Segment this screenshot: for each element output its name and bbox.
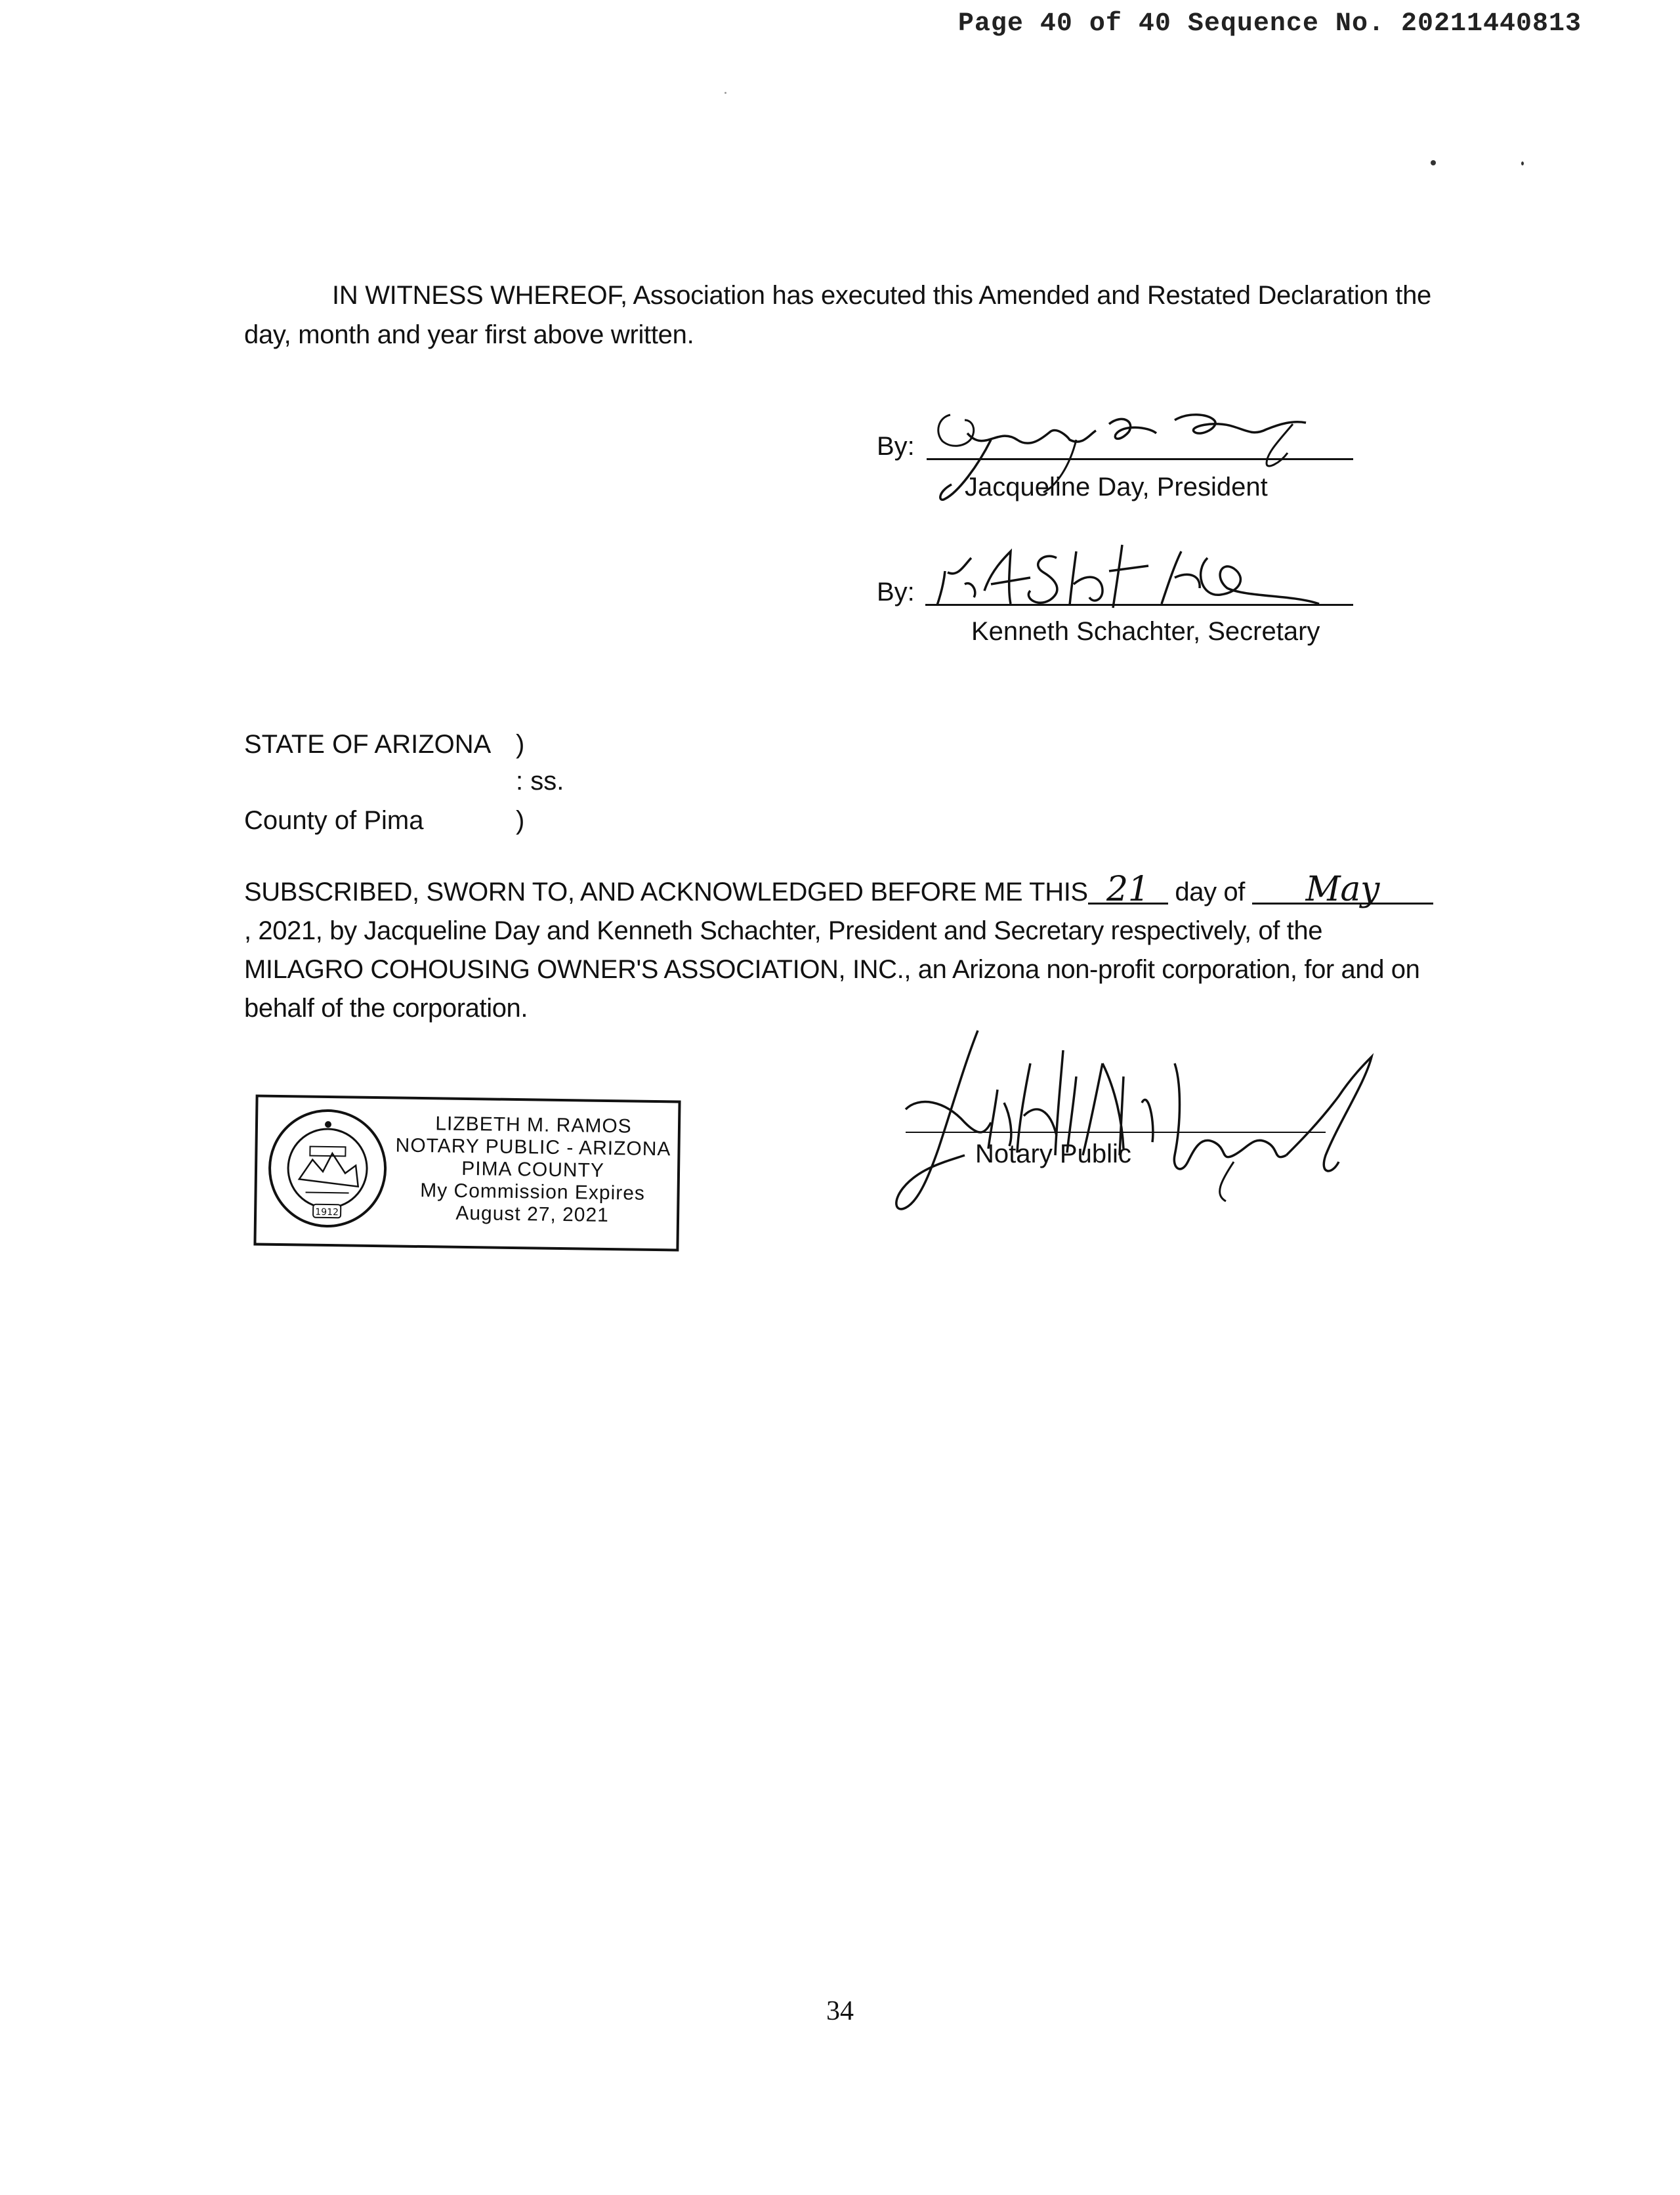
stamp-text [394,1112,671,1227]
stamp-line-commission: My Commission Expires [420,1180,646,1204]
page-number: 34 [826,1996,854,2026]
notary-stamp [253,1094,681,1251]
signature-kenneth-schachter [925,532,1345,617]
signature-block-secretary [873,565,1358,663]
by-label: By: [877,578,915,607]
stamp-line-county: PIMA COUNTY [461,1157,605,1182]
scan-speck [724,92,726,94]
stamp-line-title: NOTARY PUBLIC - ARIZONA [395,1134,671,1161]
signature-block-president [873,420,1358,512]
scan-speck [1431,160,1436,165]
ack-day-of: day of [1175,878,1245,906]
signer-name: Kenneth Schachter, Secretary [971,617,1320,646]
stamp-line-expiry: August 27, 2021 [455,1202,610,1227]
ack-lead: SUBSCRIBED, SWORN TO, AND ACKNOWLEDGED BEFORE ME THIS [244,878,1088,906]
venue-state-paren: ) [516,730,525,759]
by-label: By: [877,432,915,461]
signature-lizbeth-ramos [866,1024,1431,1221]
notary-signature-block [853,1024,1444,1221]
acknowledgment-paragraph [244,870,1438,1028]
signature-jacqueline-day [912,400,1358,512]
arizona-state-seal-icon [266,1107,390,1231]
venue-state: STATE OF ARIZONA [244,730,492,759]
month-fill: May [1252,876,1433,905]
notary-label: Notary Public [975,1140,1131,1168]
day-fill: 21 [1088,876,1168,905]
ack-rest: , 2021, by Jacqueline Day and Kenneth Schachter, President and Secretary respectively, of the MILAGRO COHOUSING OWNER'S ASSOCIATION, INC., an Arizona non-profit corporation, for and on behalf of the corporation. [244,916,1420,1023]
page-header: Page 40 of 40 Sequence No. 20211440813 [957,9,1582,39]
venue-county-paren: ) [516,806,525,835]
stamp-line-name: LIZBETH M. RAMOS [435,1113,632,1138]
signer-name: Jacqueline Day, President [965,473,1268,501]
seal-year: 1912 [315,1206,339,1218]
venue-ss: : ss. [516,767,564,796]
witness-paragraph: IN WITNESS WHEREOF, Association has executed this Amended and Restated Declaration the day, month and year first above written. [244,281,1432,349]
scan-speck [1521,161,1524,165]
venue-county: County of Pima [244,806,424,835]
